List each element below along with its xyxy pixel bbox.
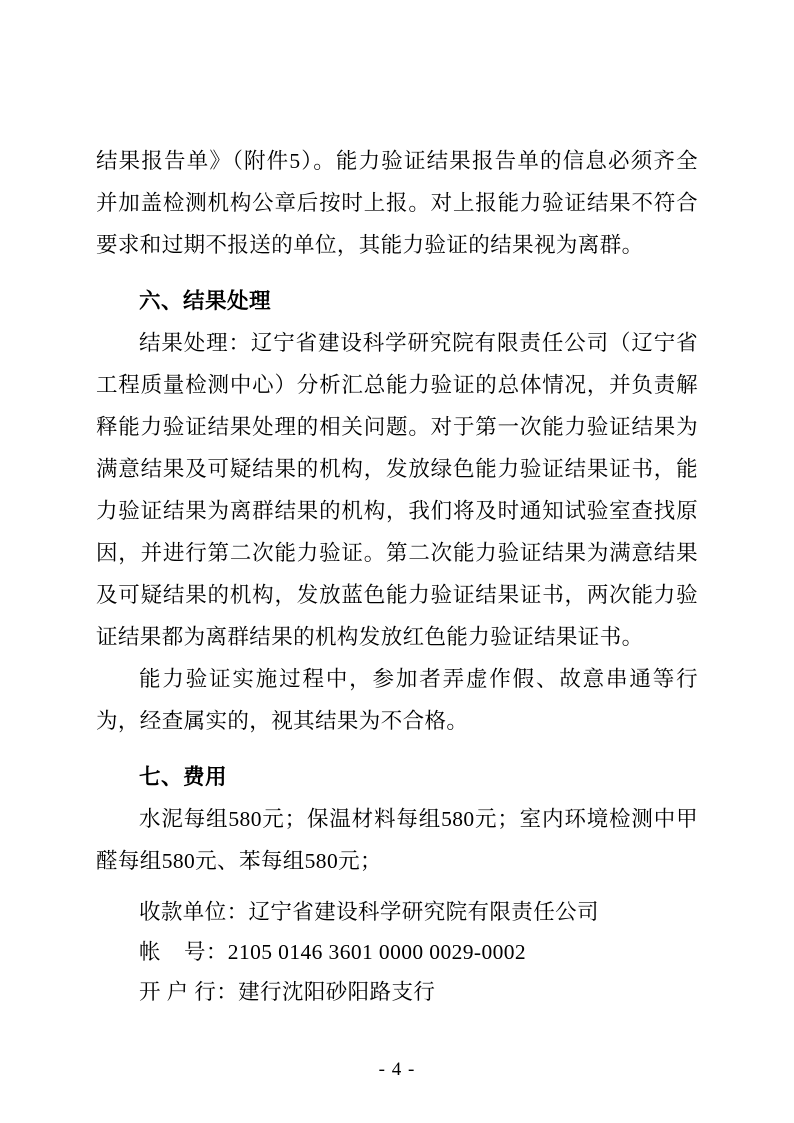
continued-paragraph: 结果报告单》（附件5）。能力验证结果报告单的信息必须齐全并加盖检测机构公章后按时上报。对上报能力验证结果不符合要求和过期不报送的单位，其能力验证的结果视为离群。 (96, 149, 698, 257)
section-paragraph-fees-1: 水泥每组580元；保温材料每组580元；室内环境检测中甲醛每组580元、苯每组580元； (96, 807, 698, 873)
page-number: - 4 - (378, 1059, 416, 1080)
section-heading-fees: 七、费用 (139, 765, 228, 789)
spacer (96, 266, 698, 280)
spacer (96, 742, 698, 756)
account-number-line: 帐 号：2105 0146 3601 0000 0029-0002 (139, 940, 527, 964)
payee-line: 收款单位：辽宁省建设科学研究院有限责任公司 (139, 900, 599, 924)
section-paragraph-results-processing-1: 结果处理：辽宁省建设科学研究院有限责任公司（辽宁省工程质量检测中心）分析汇总能力验证的总体情况，并负责解释能力验证结果处理的相关问题。对于第一次能力验证结果为满意结果及可疑结果的机构，发放绿色能力验证结果证书，能力验证结果为离群结果的机构，我们将及时通知试验室查找原因，并进行第二次能力验证。第二次能力验证结果为满意结果及可疑结果的机构，发放蓝色能力验证结果证书，两次能力验证结果都为离群结果的机构发放红色能力验证结果证书。 (96, 331, 698, 649)
section-heading-results-processing: 六、结果处理 (139, 289, 272, 313)
bank-branch-line: 开 户 行：建行沈阳砂阳路支行 (139, 980, 436, 1004)
section-paragraph-results-processing-2: 能力验证实施过程中，参加者弄虚作假、故意串通等行为，经查属实的，视其结果为不合格。 (96, 667, 698, 733)
spacer (96, 882, 698, 892)
